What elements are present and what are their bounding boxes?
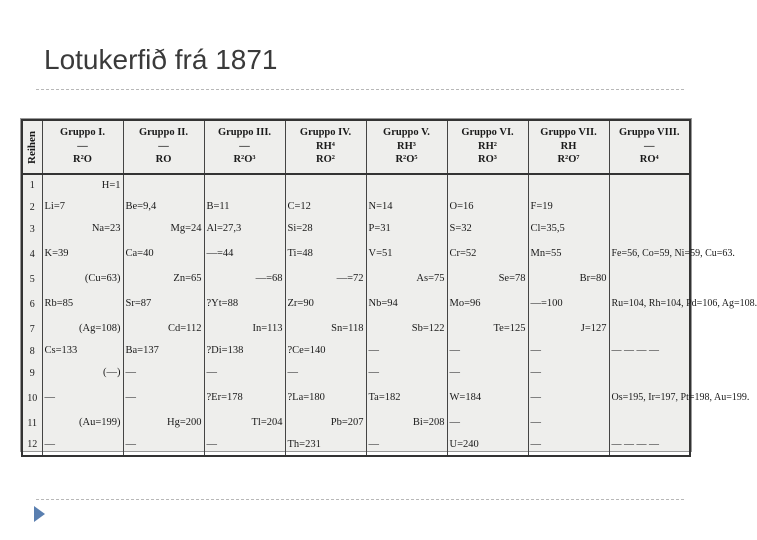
element-cell [447, 174, 528, 196]
element-cell [123, 174, 204, 196]
group-header-7: Gruppo VII. RH R²O⁷ [528, 120, 609, 174]
element-entry: Mn=55 [530, 248, 562, 260]
element-entry: — — — — [611, 438, 659, 450]
element-entry: —=100 [530, 298, 563, 310]
element-entry: Li=7 [44, 201, 66, 213]
table-row [22, 240, 690, 268]
element-entry: V=51 [368, 248, 393, 260]
element-cell [366, 434, 447, 456]
element-entry: — [530, 438, 541, 450]
element-entry: Tl=204 [251, 417, 283, 429]
element-entry: — [125, 367, 136, 379]
element-cell [366, 240, 447, 268]
element-cell [42, 268, 123, 290]
element-entry: ?Er=178 [206, 392, 243, 404]
element-cell [123, 196, 204, 218]
element-cell [609, 340, 690, 362]
row-number: 3 [22, 218, 42, 240]
element-entry: Os=195, Ir=197, Pt=198, Au=199. [611, 392, 750, 404]
element-cell [285, 340, 366, 362]
element-entry: W=184 [449, 392, 482, 404]
element-cell [285, 362, 366, 384]
element-entry: Cr=52 [449, 248, 477, 260]
element-cell [528, 196, 609, 218]
element-cell [204, 412, 285, 434]
element-cell [528, 434, 609, 456]
element-cell [366, 218, 447, 240]
element-entry: — [530, 367, 541, 379]
element-entry: Th=231 [287, 438, 321, 450]
element-entry: — [44, 392, 55, 404]
element-cell [609, 240, 735, 268]
element-cell [447, 434, 528, 456]
element-cell [366, 412, 447, 434]
element-entry: U=240 [449, 438, 479, 450]
element-cell [285, 196, 366, 218]
element-cell [609, 434, 690, 456]
element-cell [42, 434, 123, 456]
element-cell [123, 384, 204, 412]
element-entry: Al=27,3 [206, 223, 242, 235]
element-cell [285, 384, 366, 412]
group-header-8: Gruppo VIII. — RO⁴ [609, 120, 690, 174]
top-divider [36, 89, 684, 90]
element-entry: Mg=24 [170, 223, 202, 235]
element-cell [366, 340, 447, 362]
periodic-table-image [20, 118, 757, 452]
element-entry: —=72 [336, 273, 364, 285]
element-entry: ?Ce=140 [287, 345, 326, 357]
element-entry: N=14 [368, 201, 393, 213]
element-entry: —=44 [206, 248, 234, 260]
row-number: 6 [22, 290, 42, 318]
element-entry: (Ag=108) [79, 323, 121, 335]
element-cell [447, 412, 528, 434]
element-cell [609, 196, 690, 218]
element-entry: Sb=122 [411, 323, 445, 335]
element-cell [447, 268, 528, 290]
mendeleev-table [21, 119, 757, 457]
element-cell [366, 174, 447, 196]
element-entry: As=75 [416, 273, 445, 285]
row-number: 5 [22, 268, 42, 290]
element-cell [123, 290, 204, 318]
table-body [22, 174, 757, 456]
group-header-6: Gruppo VI. RH² RO³ [447, 120, 528, 174]
element-entry: P=31 [368, 223, 391, 235]
element-cell [123, 218, 204, 240]
element-cell [528, 412, 609, 434]
element-cell [609, 268, 690, 290]
element-entry: Fe=56, Co=59, Ni=59, Cu=63. [611, 248, 735, 260]
row-number: 10 [22, 384, 42, 412]
element-cell [447, 290, 528, 318]
element-entry: Cl=35,5 [530, 223, 565, 235]
element-entry: Ba=137 [125, 345, 159, 357]
table-row [22, 268, 690, 290]
element-cell [528, 340, 609, 362]
element-cell [285, 290, 366, 318]
element-cell [42, 290, 123, 318]
table-row [22, 384, 690, 412]
element-entry: — — — — [611, 345, 659, 357]
element-cell [285, 434, 366, 456]
element-cell [204, 196, 285, 218]
element-cell [123, 434, 204, 456]
element-cell [123, 340, 204, 362]
element-entry: K=39 [44, 248, 69, 260]
element-entry: (Cu=63) [84, 273, 121, 285]
element-entry: Br=80 [579, 273, 607, 285]
row-number: 7 [22, 318, 42, 340]
element-cell [285, 240, 366, 268]
element-cell [123, 412, 204, 434]
element-entry: Na=23 [91, 223, 121, 235]
element-cell [42, 318, 123, 340]
element-entry: Pb=207 [330, 417, 364, 429]
element-cell [528, 240, 609, 268]
element-cell [285, 318, 366, 340]
element-entry: Ti=48 [287, 248, 313, 260]
header-row [22, 120, 690, 174]
element-entry: Rb=85 [44, 298, 74, 310]
element-entry: ?Yt=88 [206, 298, 239, 310]
element-entry: (Au=199) [79, 417, 121, 429]
element-cell [123, 318, 204, 340]
element-entry: Nb=94 [368, 298, 398, 310]
element-cell [42, 196, 123, 218]
element-cell [609, 174, 690, 196]
row-number: 11 [22, 412, 42, 434]
element-entry: — [449, 345, 460, 357]
element-entry: ?Di=138 [206, 345, 244, 357]
element-cell [447, 218, 528, 240]
element-cell [285, 218, 366, 240]
element-cell [447, 196, 528, 218]
group-header-4: Gruppo IV. RH⁴ RO² [285, 120, 366, 174]
element-entry: Ca=40 [125, 248, 154, 260]
row-number: 1 [22, 174, 42, 196]
element-cell [528, 174, 609, 196]
group-header-3: Gruppo III. — R²O³ [204, 120, 285, 174]
element-cell [366, 196, 447, 218]
element-cell [204, 318, 285, 340]
element-cell [123, 240, 204, 268]
element-cell [447, 384, 528, 412]
slide-title: Lotukerfið frá 1871 [44, 44, 278, 75]
table-row [22, 196, 690, 218]
element-cell [42, 362, 123, 384]
element-entry: F=19 [530, 201, 553, 213]
element-entry: — [44, 438, 55, 450]
element-cell [609, 412, 690, 434]
element-entry: Si=28 [287, 223, 313, 235]
element-cell [204, 174, 285, 196]
group-header-2: Gruppo II. — RO [123, 120, 204, 174]
reihen-header: Reihen [22, 120, 42, 174]
element-entry: — [206, 367, 217, 379]
element-cell [204, 290, 285, 318]
element-cell [609, 218, 690, 240]
row-number: 12 [22, 434, 42, 456]
element-entry: Zr=90 [287, 298, 314, 310]
element-entry: — [368, 367, 379, 379]
element-entry: Mo=96 [449, 298, 481, 310]
element-cell [42, 240, 123, 268]
table-row [22, 434, 690, 456]
element-cell [609, 362, 690, 384]
element-cell [447, 340, 528, 362]
element-entry: —=68 [255, 273, 283, 285]
element-entry: Ru=104, Rh=104, Pd=106, Ag=108. [611, 298, 757, 310]
element-cell [609, 318, 690, 340]
element-entry: (—) [103, 367, 121, 379]
element-entry: — [530, 417, 541, 429]
element-cell [528, 384, 609, 412]
element-entry: S=32 [449, 223, 472, 235]
element-cell [447, 318, 528, 340]
element-cell [123, 362, 204, 384]
element-entry: Cd=112 [167, 323, 202, 335]
element-entry: — [206, 438, 217, 450]
bottom-divider [36, 499, 684, 500]
element-cell [447, 362, 528, 384]
row-number: 4 [22, 240, 42, 268]
element-cell [528, 290, 609, 318]
table-row [22, 174, 690, 196]
element-cell [42, 174, 123, 196]
element-entry: — [449, 417, 460, 429]
element-entry: J=127 [580, 323, 607, 335]
element-cell [366, 290, 447, 318]
element-entry: In=113 [252, 323, 283, 335]
row-number: 8 [22, 340, 42, 362]
element-cell [123, 268, 204, 290]
element-cell [528, 362, 609, 384]
element-entry: Sn=118 [331, 323, 364, 335]
element-entry: — [125, 392, 136, 404]
element-cell [42, 218, 123, 240]
element-entry: O=16 [449, 201, 474, 213]
element-entry: Ta=182 [368, 392, 401, 404]
element-cell [204, 240, 285, 268]
row-number: 2 [22, 196, 42, 218]
element-cell [528, 268, 609, 290]
table-row [22, 412, 690, 434]
element-entry: Be=9,4 [125, 201, 157, 213]
nav-triangle-icon[interactable] [34, 506, 45, 522]
element-entry: Se=78 [498, 273, 526, 285]
element-cell [609, 290, 757, 318]
element-entry: Bi=208 [412, 417, 445, 429]
element-entry: B=11 [206, 201, 230, 213]
element-cell [285, 268, 366, 290]
table-row [22, 362, 690, 384]
element-entry: ?La=180 [287, 392, 325, 404]
element-cell [366, 384, 447, 412]
element-cell [204, 268, 285, 290]
element-entry: — [368, 345, 379, 357]
element-cell [609, 384, 750, 412]
element-cell [204, 340, 285, 362]
element-cell [528, 318, 609, 340]
element-cell [42, 412, 123, 434]
element-cell [285, 412, 366, 434]
group-header-1: Gruppo I. — R²O [42, 120, 123, 174]
element-cell [447, 240, 528, 268]
element-cell [366, 268, 447, 290]
element-entry: Sr=87 [125, 298, 152, 310]
element-entry: — [530, 392, 541, 404]
element-entry: Te=125 [493, 323, 526, 335]
element-cell [42, 384, 123, 412]
element-entry: — [287, 367, 298, 379]
element-entry: Cs=133 [44, 345, 78, 357]
element-cell [204, 384, 285, 412]
element-cell [366, 362, 447, 384]
table-row [22, 340, 690, 362]
element-cell [366, 318, 447, 340]
element-cell [42, 340, 123, 362]
table-row [22, 218, 690, 240]
element-entry: — [449, 367, 460, 379]
element-entry: — [368, 438, 379, 450]
element-entry: — [125, 438, 136, 450]
element-entry: Hg=200 [166, 417, 202, 429]
table-row [22, 318, 690, 340]
element-cell [285, 174, 366, 196]
element-cell [204, 434, 285, 456]
element-entry: C=12 [287, 201, 311, 213]
element-entry: H=1 [101, 179, 121, 191]
element-entry: Zn=65 [173, 273, 202, 285]
element-cell [204, 218, 285, 240]
element-cell [204, 362, 285, 384]
element-entry: — [530, 345, 541, 357]
group-header-5: Gruppo V. RH³ R²O⁵ [366, 120, 447, 174]
row-number: 9 [22, 362, 42, 384]
element-cell [528, 218, 609, 240]
table-row [22, 290, 690, 318]
